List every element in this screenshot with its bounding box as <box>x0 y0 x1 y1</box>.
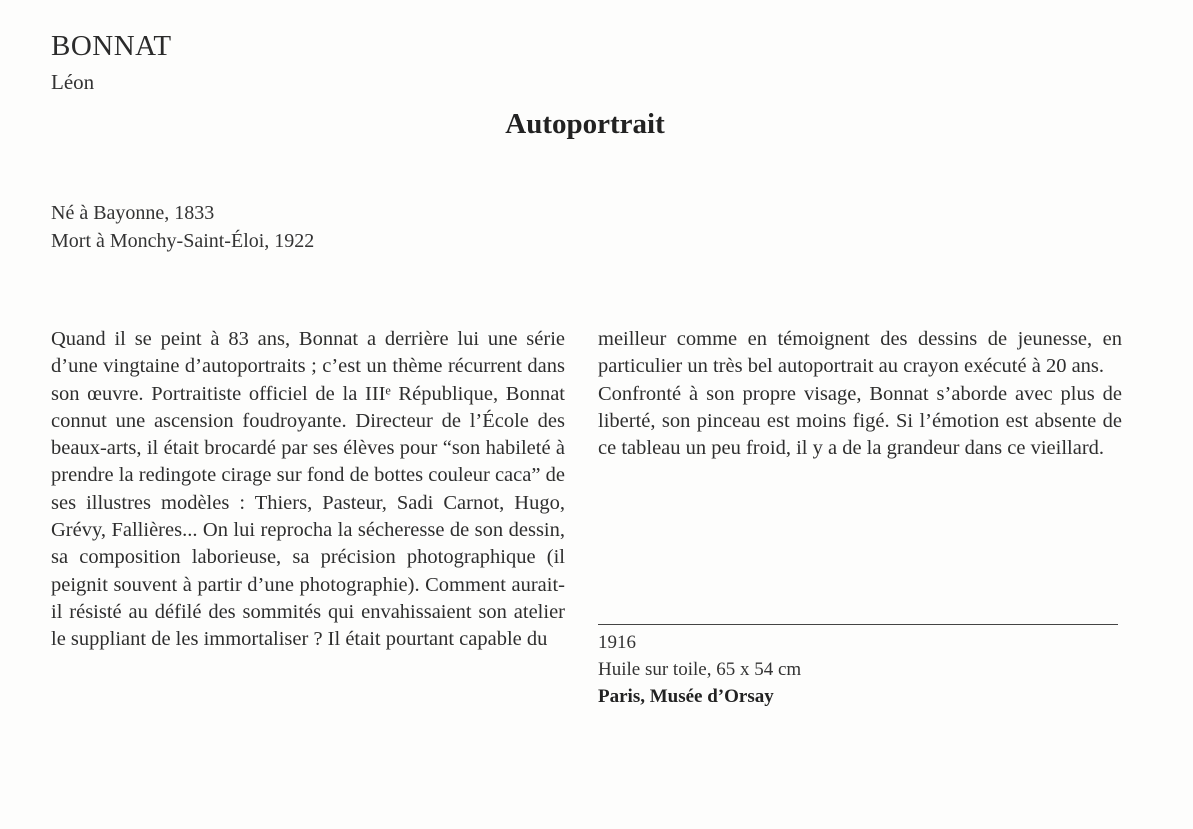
artwork-medium: Huile sur toile, 65 x 54 cm <box>598 659 802 680</box>
artwork-details <box>598 629 801 710</box>
divider-rule <box>598 624 1118 625</box>
artist-firstname: Léon <box>51 70 95 94</box>
body-paragraph: Confronté à son propre visage, Bonnat s’aborde avec plus de liberté, son pinceau est moins figé. Si l’émotion est absente de ce tableau un peu froid, il y a de la grandeur dans ce vieillard. <box>598 382 1122 460</box>
text-column-left <box>51 326 565 654</box>
death-info: Mort à Monchy-Saint-Éloi, 1922 <box>51 230 315 252</box>
artist-bio <box>51 199 314 255</box>
body-paragraph: meilleur comme en témoignent des dessins de jeunesse, en particulier un très bel autoportrait au crayon exécuté à 20 ans. <box>598 328 1122 378</box>
birth-info: Né à Bayonne, 1833 <box>51 202 215 224</box>
artwork-year: 1916 <box>598 632 636 653</box>
artwork-location: Paris, Musée d’Orsay <box>598 686 774 707</box>
body-paragraph: Quand il se peint à 83 ans, Bonnat a derrière lui une série d’une vingtaine d’autoportraits ; c’est un thème récurrent dans son œuvre. Portraitiste officiel de la IIIᵉ République, Bonnat connut une ascension foudroyante. Directeur de l’École des beaux-arts, il était brocardé par ses élèves pour “son habileté à prendre la redingote cirage sur fond de bottes couleur caca” de ses illustres modèles : Thiers, Pasteur, Sadi Carnot, Hugo, Grévy, Fallières... On lui reprocha la sécheresse de son dessin, sa composition laborieuse, sa précision photographique (il peignit souvent à partir d’une photographie). Comment aurait-il résisté au défilé des sommités qui envahissaient son atelier le suppliant de les immortaliser ? Il était pourtant capable du <box>51 328 565 651</box>
artist-surname: BONNAT <box>51 30 172 62</box>
text-column-right <box>598 326 1122 462</box>
artwork-title: Autoportrait <box>505 108 665 140</box>
